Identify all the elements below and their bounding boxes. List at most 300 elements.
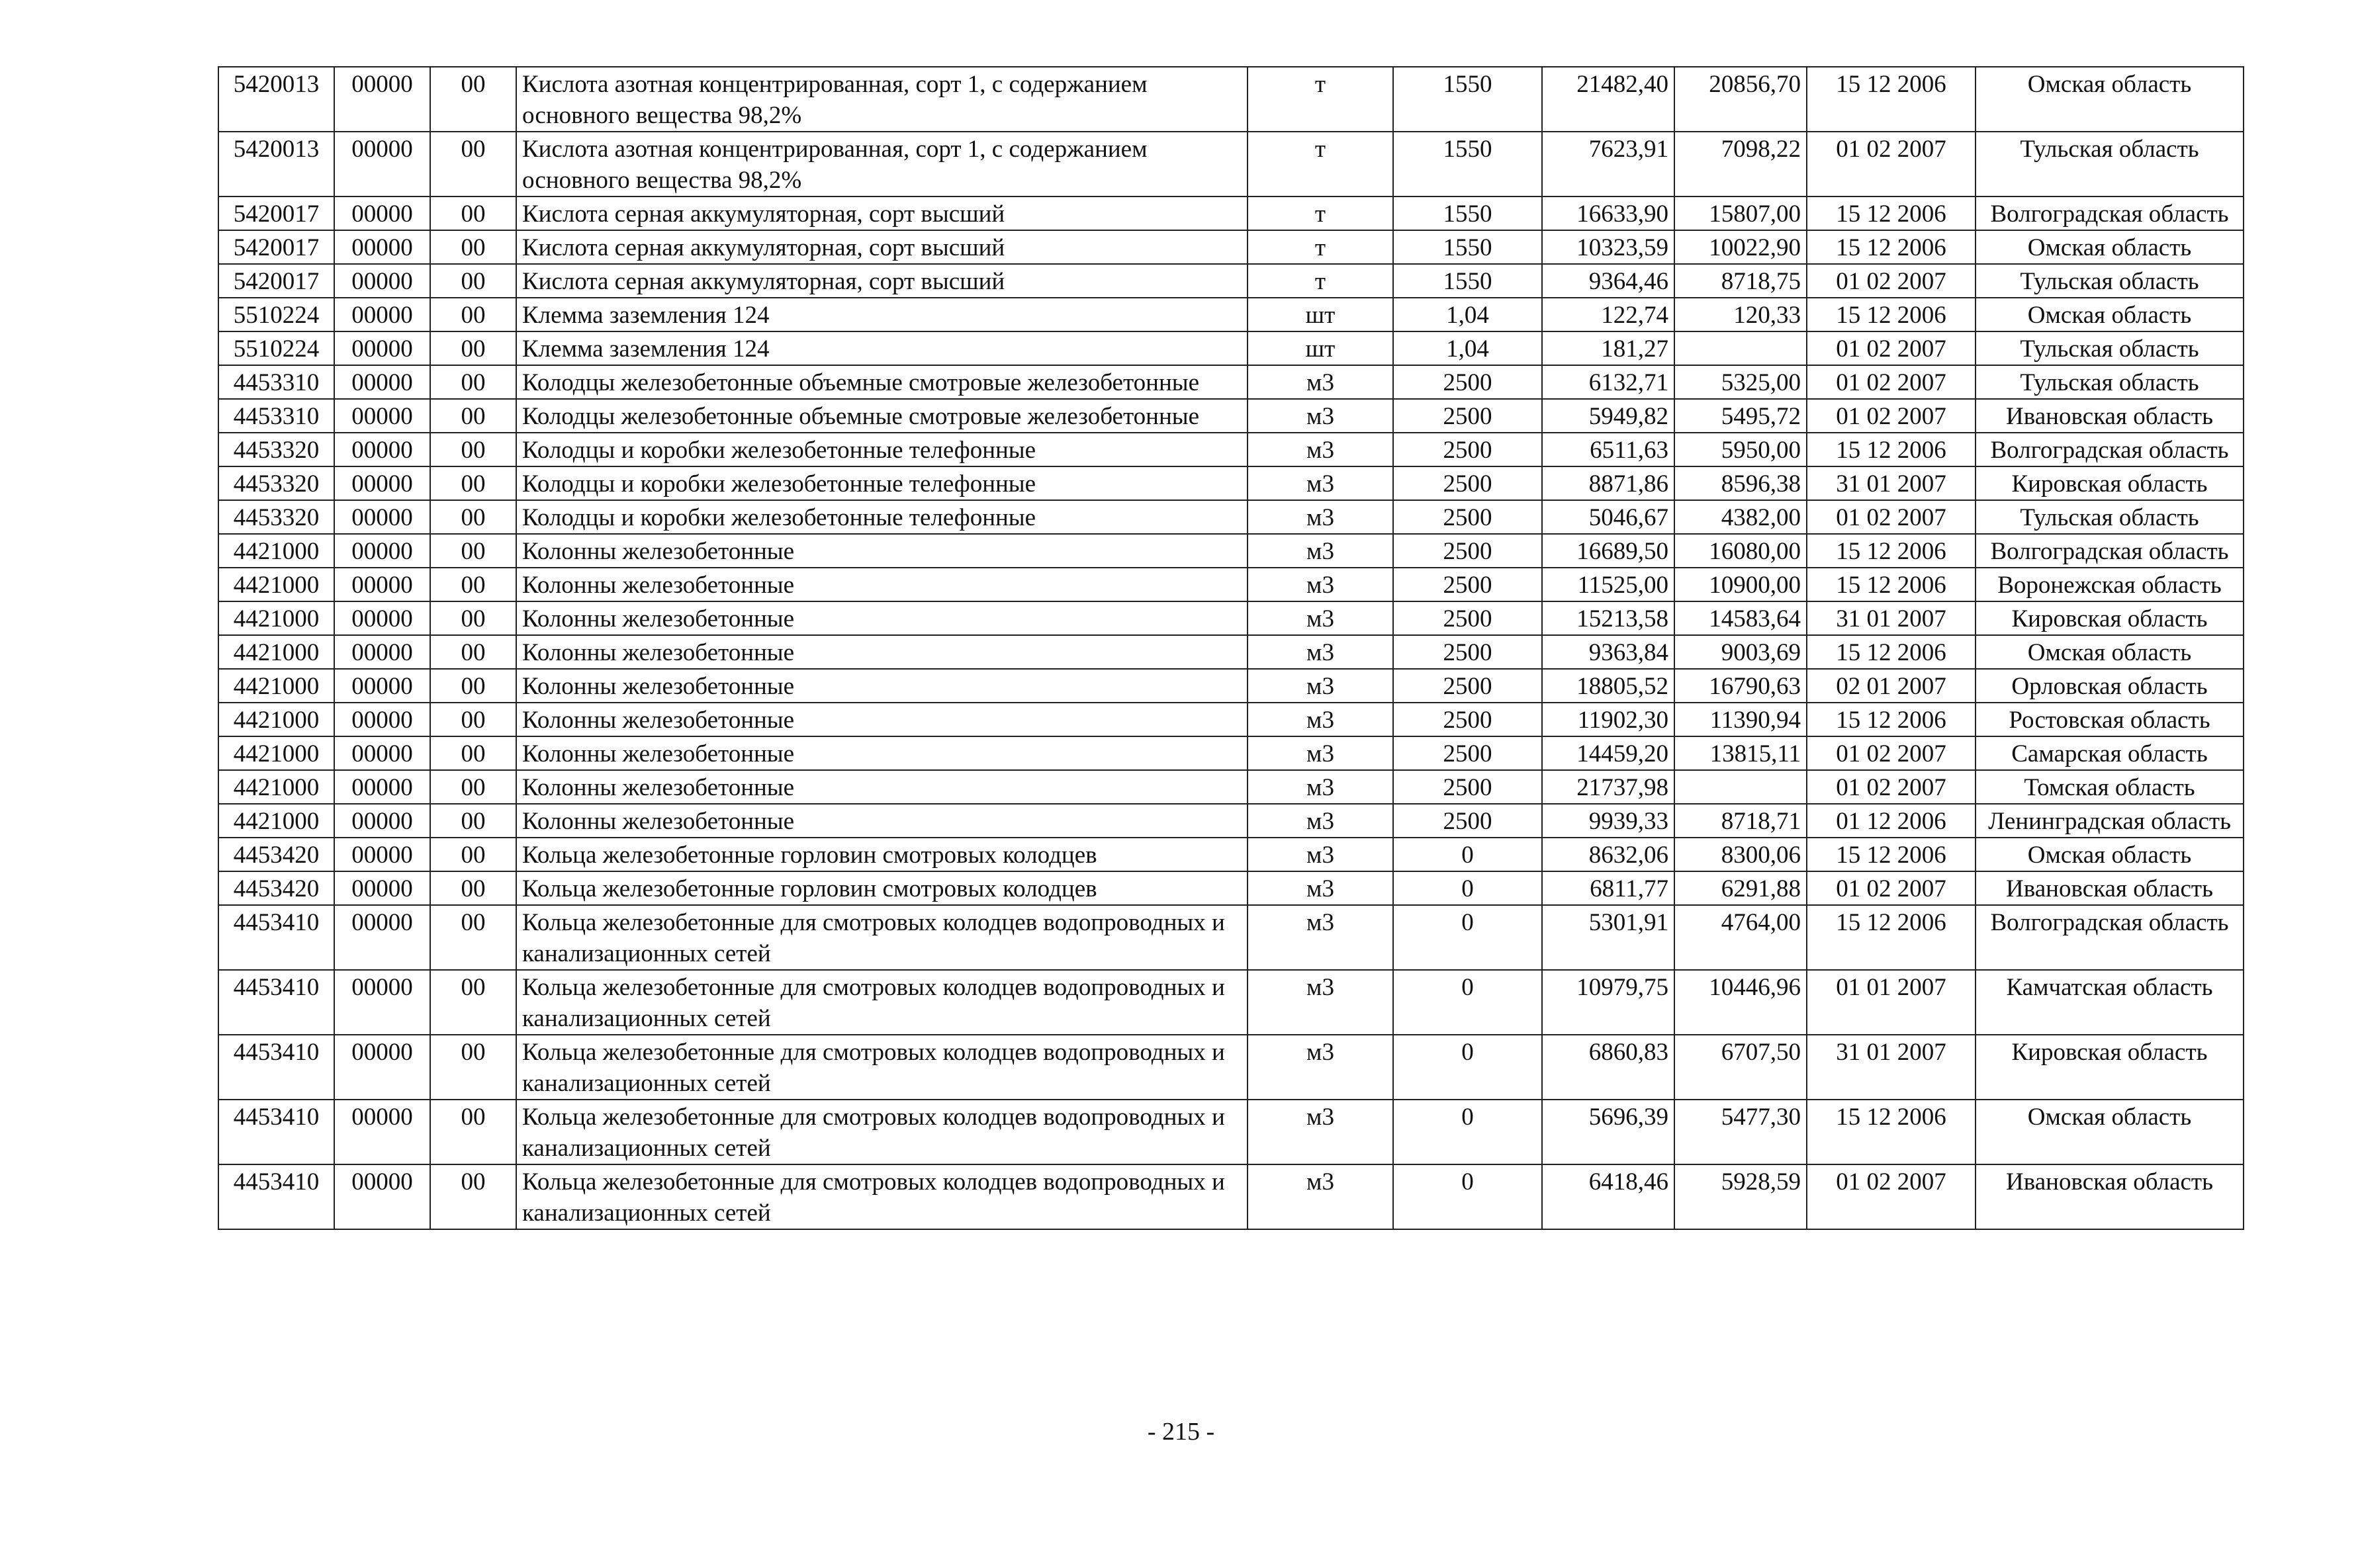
product-code-cell: 4453320	[218, 466, 334, 500]
ratio-cell: 2500	[1393, 703, 1542, 736]
ratio-cell: 0	[1393, 1035, 1542, 1100]
date-cell: 01 01 2007	[1807, 970, 1976, 1035]
subcode-cell: 00000	[334, 669, 430, 703]
product-code-cell: 4421000	[218, 736, 334, 770]
table-row	[218, 905, 2244, 970]
region-cell: Томская область	[1976, 770, 2244, 804]
date-cell: 01 12 2006	[1807, 804, 1976, 838]
unit-cell: т	[1248, 67, 1393, 132]
ratio-cell: 1550	[1393, 230, 1542, 264]
unit-cell: м3	[1248, 601, 1393, 635]
product-code-cell: 4453410	[218, 1035, 334, 1100]
extension-cell: 00	[430, 568, 516, 601]
subcode-cell: 00000	[334, 230, 430, 264]
table-row	[218, 196, 2244, 230]
subcode-cell: 00000	[334, 433, 430, 466]
price-cell: 122,74	[1542, 298, 1674, 331]
table-row	[218, 1035, 2244, 1100]
unit-cell: м3	[1248, 466, 1393, 500]
date-cell: 15 12 2006	[1807, 905, 1976, 970]
subcode-cell: 00000	[334, 331, 430, 365]
region-cell: Омская область	[1976, 230, 2244, 264]
product-code-cell: 4453410	[218, 1164, 334, 1229]
subcode-cell: 00000	[334, 635, 430, 669]
price-cell: 9003,69	[1674, 635, 1807, 669]
product-code-cell: 4421000	[218, 601, 334, 635]
product-name-cell: Колонны железобетонные	[516, 736, 1248, 770]
product-name-cell: Кольца железобетонные горловин смотровых колодцев	[516, 838, 1248, 871]
extension-cell: 00	[430, 635, 516, 669]
table-row	[218, 804, 2244, 838]
price-table	[218, 66, 2244, 1230]
extension-cell: 00	[430, 196, 516, 230]
price-cell: 14459,20	[1542, 736, 1674, 770]
extension-cell: 00	[430, 1035, 516, 1100]
price-cell: 5495,72	[1674, 399, 1807, 433]
product-name-cell: Колодцы и коробки железобетонные телефонные	[516, 466, 1248, 500]
date-cell: 31 01 2007	[1807, 601, 1976, 635]
extension-cell: 00	[430, 669, 516, 703]
price-cell: 10900,00	[1674, 568, 1807, 601]
table-row	[218, 568, 2244, 601]
table-row	[218, 433, 2244, 466]
date-cell: 15 12 2006	[1807, 298, 1976, 331]
product-name-cell: Клемма заземления 124	[516, 298, 1248, 331]
extension-cell: 00	[430, 1164, 516, 1229]
product-name-cell: Колонны железобетонные	[516, 601, 1248, 635]
price-cell	[1674, 770, 1807, 804]
extension-cell: 00	[430, 132, 516, 196]
product-name-cell: Колонны железобетонные	[516, 703, 1248, 736]
product-name-cell: Кольца железобетонные для смотровых колодцев водопроводных и канализационных сетей	[516, 1164, 1248, 1229]
product-name-cell: Кислота серная аккумуляторная, сорт высший	[516, 196, 1248, 230]
product-code-cell: 4421000	[218, 669, 334, 703]
extension-cell: 00	[430, 466, 516, 500]
unit-cell: т	[1248, 196, 1393, 230]
unit-cell: м3	[1248, 568, 1393, 601]
price-cell: 6707,50	[1674, 1035, 1807, 1100]
price-cell: 5046,67	[1542, 500, 1674, 534]
date-cell: 02 01 2007	[1807, 669, 1976, 703]
extension-cell: 00	[430, 534, 516, 568]
date-cell: 01 02 2007	[1807, 500, 1976, 534]
price-cell: 4382,00	[1674, 500, 1807, 534]
product-name-cell: Кольца железобетонные для смотровых колодцев водопроводных и канализационных сетей	[516, 1100, 1248, 1164]
page-number: - 215 -	[1147, 1418, 1215, 1446]
extension-cell: 00	[430, 770, 516, 804]
extension-cell: 00	[430, 601, 516, 635]
date-cell: 15 12 2006	[1807, 703, 1976, 736]
price-cell: 5950,00	[1674, 433, 1807, 466]
region-cell: Тульская область	[1976, 331, 2244, 365]
price-cell: 11390,94	[1674, 703, 1807, 736]
unit-cell: шт	[1248, 298, 1393, 331]
ratio-cell: 1,04	[1393, 298, 1542, 331]
unit-cell: м3	[1248, 635, 1393, 669]
extension-cell: 00	[430, 67, 516, 132]
price-cell: 13815,11	[1674, 736, 1807, 770]
region-cell: Самарская область	[1976, 736, 2244, 770]
region-cell: Камчатская область	[1976, 970, 2244, 1035]
price-cell: 21482,40	[1542, 67, 1674, 132]
product-name-cell: Кислота серная аккумуляторная, сорт высший	[516, 264, 1248, 298]
ratio-cell: 1,04	[1393, 331, 1542, 365]
unit-cell: м3	[1248, 736, 1393, 770]
table-row	[218, 500, 2244, 534]
ratio-cell: 2500	[1393, 736, 1542, 770]
ratio-cell: 2500	[1393, 635, 1542, 669]
subcode-cell: 00000	[334, 770, 430, 804]
ratio-cell: 2500	[1393, 433, 1542, 466]
table-row	[218, 230, 2244, 264]
table-row	[218, 1100, 2244, 1164]
extension-cell: 00	[430, 905, 516, 970]
price-cell: 6418,46	[1542, 1164, 1674, 1229]
unit-cell: м3	[1248, 703, 1393, 736]
unit-cell: м3	[1248, 534, 1393, 568]
extension-cell: 00	[430, 298, 516, 331]
subcode-cell: 00000	[334, 970, 430, 1035]
region-cell: Волгоградская область	[1976, 905, 2244, 970]
ratio-cell: 0	[1393, 871, 1542, 905]
price-cell: 120,33	[1674, 298, 1807, 331]
extension-cell: 00	[430, 970, 516, 1035]
date-cell: 01 02 2007	[1807, 770, 1976, 804]
date-cell: 31 01 2007	[1807, 1035, 1976, 1100]
price-cell: 16080,00	[1674, 534, 1807, 568]
unit-cell: м3	[1248, 871, 1393, 905]
product-code-cell: 4421000	[218, 568, 334, 601]
subcode-cell: 00000	[334, 804, 430, 838]
table-row	[218, 669, 2244, 703]
region-cell: Кировская область	[1976, 466, 2244, 500]
product-name-cell: Колонны железобетонные	[516, 568, 1248, 601]
date-cell: 01 02 2007	[1807, 264, 1976, 298]
extension-cell: 00	[430, 871, 516, 905]
price-cell: 11525,00	[1542, 568, 1674, 601]
unit-cell: м3	[1248, 365, 1393, 399]
product-code-cell: 4421000	[218, 703, 334, 736]
price-cell: 5949,82	[1542, 399, 1674, 433]
subcode-cell: 00000	[334, 905, 430, 970]
subcode-cell: 00000	[334, 67, 430, 132]
product-name-cell: Кольца железобетонные для смотровых колодцев водопроводных и канализационных сетей	[516, 970, 1248, 1035]
table-row	[218, 399, 2244, 433]
price-cell	[1674, 331, 1807, 365]
table-body	[218, 67, 2244, 1229]
product-code-cell: 4421000	[218, 534, 334, 568]
date-cell: 01 02 2007	[1807, 331, 1976, 365]
product-code-cell: 4453320	[218, 433, 334, 466]
price-cell: 16790,63	[1674, 669, 1807, 703]
unit-cell: т	[1248, 132, 1393, 196]
region-cell: Тульская область	[1976, 500, 2244, 534]
date-cell: 31 01 2007	[1807, 466, 1976, 500]
date-cell: 15 12 2006	[1807, 67, 1976, 132]
product-code-cell: 5420017	[218, 196, 334, 230]
ratio-cell: 0	[1393, 838, 1542, 871]
product-name-cell: Колонны железобетонные	[516, 635, 1248, 669]
unit-cell: м3	[1248, 970, 1393, 1035]
price-cell: 6811,77	[1542, 871, 1674, 905]
product-code-cell: 4421000	[218, 804, 334, 838]
product-code-cell: 4453410	[218, 905, 334, 970]
product-name-cell: Кислота серная аккумуляторная, сорт высший	[516, 230, 1248, 264]
product-name-cell: Колонны железобетонные	[516, 669, 1248, 703]
unit-cell: м3	[1248, 905, 1393, 970]
ratio-cell: 2500	[1393, 804, 1542, 838]
unit-cell: м3	[1248, 770, 1393, 804]
region-cell: Омская область	[1976, 635, 2244, 669]
table-row	[218, 1164, 2244, 1229]
extension-cell: 00	[430, 703, 516, 736]
ratio-cell: 2500	[1393, 500, 1542, 534]
extension-cell: 00	[430, 399, 516, 433]
subcode-cell: 00000	[334, 736, 430, 770]
unit-cell: м3	[1248, 838, 1393, 871]
subcode-cell: 00000	[334, 196, 430, 230]
product-name-cell: Колодцы железобетонные объемные смотровые железобетонные	[516, 399, 1248, 433]
table-row	[218, 601, 2244, 635]
table-row	[218, 264, 2244, 298]
price-cell: 10446,96	[1674, 970, 1807, 1035]
unit-cell: м3	[1248, 1035, 1393, 1100]
product-name-cell: Кислота азотная концентрированная, сорт 1, с содержанием основного вещества 98,2%	[516, 132, 1248, 196]
table-row	[218, 770, 2244, 804]
price-cell: 18805,52	[1542, 669, 1674, 703]
date-cell: 01 02 2007	[1807, 399, 1976, 433]
region-cell: Волгоградская область	[1976, 433, 2244, 466]
product-code-cell: 4453310	[218, 365, 334, 399]
subcode-cell: 00000	[334, 500, 430, 534]
table-row	[218, 635, 2244, 669]
price-cell: 8632,06	[1542, 838, 1674, 871]
price-cell: 181,27	[1542, 331, 1674, 365]
unit-cell: м3	[1248, 399, 1393, 433]
table-row	[218, 466, 2244, 500]
ratio-cell: 2500	[1393, 466, 1542, 500]
ratio-cell: 0	[1393, 1100, 1542, 1164]
unit-cell: м3	[1248, 804, 1393, 838]
table-row	[218, 534, 2244, 568]
region-cell: Тульская область	[1976, 132, 2244, 196]
product-name-cell: Колонны железобетонные	[516, 770, 1248, 804]
product-name-cell: Клемма заземления 124	[516, 331, 1248, 365]
extension-cell: 00	[430, 804, 516, 838]
table-row	[218, 970, 2244, 1035]
ratio-cell: 1550	[1393, 196, 1542, 230]
region-cell: Ивановская область	[1976, 1164, 2244, 1229]
region-cell: Тульская область	[1976, 365, 2244, 399]
product-name-cell: Кислота азотная концентрированная, сорт 1, с содержанием основного вещества 98,2%	[516, 67, 1248, 132]
table-row	[218, 298, 2244, 331]
price-cell: 15807,00	[1674, 196, 1807, 230]
ratio-cell: 1550	[1393, 264, 1542, 298]
price-cell: 6860,83	[1542, 1035, 1674, 1100]
price-cell: 8871,86	[1542, 466, 1674, 500]
product-code-cell: 4453420	[218, 871, 334, 905]
ratio-cell: 1550	[1393, 132, 1542, 196]
table-row	[218, 331, 2244, 365]
subcode-cell: 00000	[334, 399, 430, 433]
region-cell: Волгоградская область	[1976, 534, 2244, 568]
table-row	[218, 871, 2244, 905]
product-code-cell: 4453310	[218, 399, 334, 433]
region-cell: Омская область	[1976, 298, 2244, 331]
ratio-cell: 0	[1393, 970, 1542, 1035]
product-name-cell: Кольца железобетонные для смотровых колодцев водопроводных и канализационных сетей	[516, 1035, 1248, 1100]
product-code-cell: 5510224	[218, 331, 334, 365]
extension-cell: 00	[430, 838, 516, 871]
region-cell: Омская область	[1976, 67, 2244, 132]
date-cell: 15 12 2006	[1807, 230, 1976, 264]
product-code-cell: 4421000	[218, 770, 334, 804]
date-cell: 15 12 2006	[1807, 568, 1976, 601]
ratio-cell: 1550	[1393, 67, 1542, 132]
subcode-cell: 00000	[334, 838, 430, 871]
price-cell: 14583,64	[1674, 601, 1807, 635]
price-cell: 5696,39	[1542, 1100, 1674, 1164]
extension-cell: 00	[430, 331, 516, 365]
subcode-cell: 00000	[334, 871, 430, 905]
date-cell: 15 12 2006	[1807, 196, 1976, 230]
region-cell: Тульская область	[1976, 264, 2244, 298]
ratio-cell: 0	[1393, 1164, 1542, 1229]
unit-cell: м3	[1248, 500, 1393, 534]
price-cell: 8300,06	[1674, 838, 1807, 871]
date-cell: 15 12 2006	[1807, 433, 1976, 466]
extension-cell: 00	[430, 433, 516, 466]
table-row	[218, 365, 2244, 399]
price-cell: 10323,59	[1542, 230, 1674, 264]
unit-cell: м3	[1248, 1100, 1393, 1164]
product-code-cell: 5420013	[218, 132, 334, 196]
subcode-cell: 00000	[334, 1100, 430, 1164]
product-code-cell: 4453410	[218, 1100, 334, 1164]
unit-cell: шт	[1248, 331, 1393, 365]
ratio-cell: 0	[1393, 905, 1542, 970]
unit-cell: т	[1248, 230, 1393, 264]
table-row	[218, 132, 2244, 196]
subcode-cell: 00000	[334, 132, 430, 196]
region-cell: Кировская область	[1976, 1035, 2244, 1100]
price-cell: 6291,88	[1674, 871, 1807, 905]
region-cell: Ивановская область	[1976, 871, 2244, 905]
product-code-cell: 4421000	[218, 635, 334, 669]
ratio-cell: 2500	[1393, 669, 1542, 703]
region-cell: Омская область	[1976, 1100, 2244, 1164]
price-cell: 9939,33	[1542, 804, 1674, 838]
product-code-cell: 5510224	[218, 298, 334, 331]
product-name-cell: Колодцы и коробки железобетонные телефонные	[516, 433, 1248, 466]
product-code-cell: 4453320	[218, 500, 334, 534]
price-cell: 15213,58	[1542, 601, 1674, 635]
price-cell: 16689,50	[1542, 534, 1674, 568]
subcode-cell: 00000	[334, 298, 430, 331]
table-row	[218, 703, 2244, 736]
extension-cell: 00	[430, 264, 516, 298]
table-row	[218, 838, 2244, 871]
price-cell: 11902,30	[1542, 703, 1674, 736]
unit-cell: м3	[1248, 433, 1393, 466]
subcode-cell: 00000	[334, 601, 430, 635]
subcode-cell: 00000	[334, 264, 430, 298]
extension-cell: 00	[430, 230, 516, 264]
extension-cell: 00	[430, 736, 516, 770]
date-cell: 15 12 2006	[1807, 838, 1976, 871]
extension-cell: 00	[430, 500, 516, 534]
price-cell: 8718,75	[1674, 264, 1807, 298]
product-code-cell: 5420017	[218, 264, 334, 298]
region-cell: Ростовская область	[1976, 703, 2244, 736]
price-cell: 8596,38	[1674, 466, 1807, 500]
subcode-cell: 00000	[334, 703, 430, 736]
table-row	[218, 736, 2244, 770]
price-cell: 5301,91	[1542, 905, 1674, 970]
region-cell: Омская область	[1976, 838, 2244, 871]
unit-cell: м3	[1248, 669, 1393, 703]
product-code-cell: 4453420	[218, 838, 334, 871]
subcode-cell: 00000	[334, 365, 430, 399]
subcode-cell: 00000	[334, 1035, 430, 1100]
date-cell: 01 02 2007	[1807, 132, 1976, 196]
price-cell: 10022,90	[1674, 230, 1807, 264]
price-cell: 21737,98	[1542, 770, 1674, 804]
subcode-cell: 00000	[334, 466, 430, 500]
price-cell: 7623,91	[1542, 132, 1674, 196]
ratio-cell: 2500	[1393, 601, 1542, 635]
price-cell: 6132,71	[1542, 365, 1674, 399]
product-code-cell: 5420017	[218, 230, 334, 264]
price-cell: 6511,63	[1542, 433, 1674, 466]
product-name-cell: Кольца железобетонные для смотровых колодцев водопроводных и канализационных сетей	[516, 905, 1248, 970]
extension-cell: 00	[430, 365, 516, 399]
subcode-cell: 00000	[334, 534, 430, 568]
subcode-cell: 00000	[334, 568, 430, 601]
price-cell: 5325,00	[1674, 365, 1807, 399]
product-name-cell: Кольца железобетонные горловин смотровых колодцев	[516, 871, 1248, 905]
ratio-cell: 2500	[1393, 399, 1542, 433]
product-name-cell: Колодцы железобетонные объемные смотровые железобетонные	[516, 365, 1248, 399]
region-cell: Воронежская область	[1976, 568, 2244, 601]
region-cell: Орловская область	[1976, 669, 2244, 703]
product-code-cell: 4453410	[218, 970, 334, 1035]
ratio-cell: 2500	[1393, 534, 1542, 568]
price-cell: 5928,59	[1674, 1164, 1807, 1229]
region-cell: Кировская область	[1976, 601, 2244, 635]
date-cell: 15 12 2006	[1807, 1100, 1976, 1164]
date-cell: 01 02 2007	[1807, 365, 1976, 399]
ratio-cell: 2500	[1393, 770, 1542, 804]
price-cell: 9364,46	[1542, 264, 1674, 298]
ratio-cell: 2500	[1393, 568, 1542, 601]
product-name-cell: Колодцы и коробки железобетонные телефонные	[516, 500, 1248, 534]
price-cell: 4764,00	[1674, 905, 1807, 970]
product-code-cell: 5420013	[218, 67, 334, 132]
region-cell: Ивановская область	[1976, 399, 2244, 433]
date-cell: 01 02 2007	[1807, 736, 1976, 770]
price-cell: 8718,71	[1674, 804, 1807, 838]
product-name-cell: Колонны железобетонные	[516, 534, 1248, 568]
price-cell: 5477,30	[1674, 1100, 1807, 1164]
extension-cell: 00	[430, 1100, 516, 1164]
product-name-cell: Колонны железобетонные	[516, 804, 1248, 838]
price-cell: 9363,84	[1542, 635, 1674, 669]
price-cell: 7098,22	[1674, 132, 1807, 196]
region-cell: Ленинградская область	[1976, 804, 2244, 838]
unit-cell: т	[1248, 264, 1393, 298]
table-row	[218, 67, 2244, 132]
